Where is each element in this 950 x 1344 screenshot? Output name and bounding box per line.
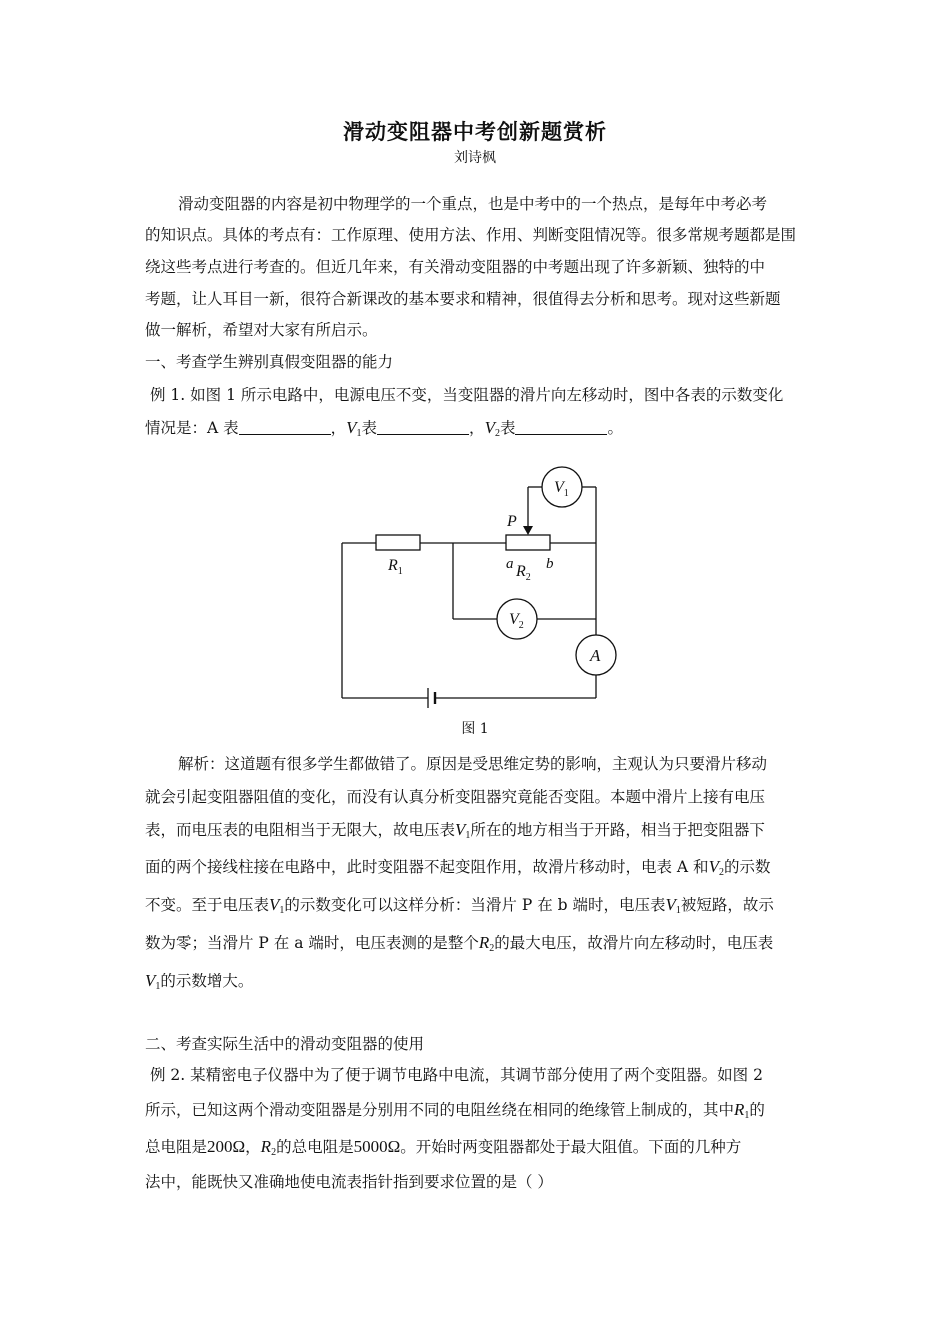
label-b: b xyxy=(546,556,554,572)
v2-table-word: 表 xyxy=(499,419,516,437)
analysis-line-6: 数为零；当滑片 P 在 a 端时，电压表测的是整个$R_2$的最大电压，故滑片向左移动时，电压表 xyxy=(145,933,774,954)
label-a: a xyxy=(506,556,514,572)
analysis-line-4: 面的两个接线柱接在电路中，此时变阻器不起变阻作用，故滑片移动时，电表 A 和$V_2$的示数 xyxy=(145,857,771,878)
intro-line-3: 绕这些考点进行考查的。但近几年来，有关滑动变阻器的中考题出现了许多新颖、独特的中 xyxy=(145,258,766,276)
answer-blank-v2 xyxy=(515,420,607,435)
resistor-r1-body xyxy=(376,535,420,550)
r2-symbol: $R_2$ xyxy=(260,1137,277,1158)
example-1-line-2 xyxy=(145,416,623,439)
intro-line-5: 做一解析，希望对大家有所启示。 xyxy=(145,321,378,339)
slider-arrow xyxy=(523,526,533,535)
example-2-line-2: 所示，已知这两个滑动变阻器是分别用不同的电阻丝绕在相同的绝缘管上制成的，其中$R_1$的 xyxy=(145,1100,765,1121)
example-1-prefix: 情况是：A 表 xyxy=(145,419,239,437)
label-v1: $V_1$ xyxy=(554,479,569,499)
example-2-line-3: 总电阻是200Ω，$R_2$的总电阻是5000Ω。开始时两变阻器都处于最大阻值。下面的几种方 xyxy=(145,1137,742,1158)
comma: ， xyxy=(469,419,485,437)
circuit-diagram-figure-1 xyxy=(330,462,630,712)
analysis-line-2: 就会引起变阻器阻值的变化，而没有认真分析变阻器究竟能否变阻。本题中滑片上接有电压 xyxy=(145,788,766,806)
intro-line-1: 滑动变阻器的内容是初中物理学的一个重点，也是中考中的一个热点，是每年中考必考 xyxy=(178,195,768,213)
example-2-line-4: 法中，能既快又准确地使电流表指针指到要求位置的是（ ） xyxy=(145,1173,553,1191)
section-2-heading: 二、考查实际生活中的滑动变阻器的使用 xyxy=(145,1035,425,1053)
value-200-ohm: 200Ω xyxy=(207,1137,246,1156)
section-1-heading: 一、考查学生辨别真假变阻器的能力 xyxy=(145,353,394,371)
author-name: 刘诗枫 xyxy=(454,150,496,166)
label-p: P xyxy=(507,513,517,530)
value-5000-ohm: 5000Ω xyxy=(353,1137,401,1156)
comma: ， xyxy=(330,419,347,437)
period: 。 xyxy=(607,419,623,437)
answer-blank-v1 xyxy=(377,420,469,435)
label-r1: $R_1$ xyxy=(388,557,403,577)
article-title: 滑动变阻器中考创新题赏析 xyxy=(343,119,607,144)
analysis-line-5: 不变。至于电压表$V_1$的示数变化可以这样分析：当滑片 P 在 b 端时，电压表$V_1$被短路，故示 xyxy=(145,895,774,916)
example-1-line-1: 例 1. 如图 1 所示电路中，电源电压不变，当变阻器的滑片向左移动时，图中各表的示数变化 xyxy=(150,386,784,404)
v1-table-word: 表 xyxy=(361,419,378,437)
analysis-line-3: 表，而电压表的电阻相当于无限大，故电压表$V_1$所在的地方相当于开路，相当于把变阻器下 xyxy=(145,820,765,841)
label-r2: $R_2$ xyxy=(516,563,531,583)
intro-line-2: 的知识点。具体的考点有：工作原理、使用方法、作用、判断变阻情况等。很多常规考题都是围 xyxy=(145,226,797,244)
label-v2: $V_2$ xyxy=(509,611,524,631)
v1-symbol: $V_1$ xyxy=(269,895,285,916)
v1-symbol: $V_1$ xyxy=(145,971,161,992)
resistor-r2-body xyxy=(506,535,550,550)
v2-symbol: $V_2$ xyxy=(484,418,500,439)
analysis-line-7: $V_1$的示数增大。 xyxy=(145,971,254,992)
v1-symbol: $V_1$ xyxy=(455,820,471,841)
v1-symbol: $V_1$ xyxy=(346,418,362,439)
example-2-line-1: 例 2. 某精密电子仪器中为了便于调节电路中电流，其调节部分使用了两个变阻器。如图 2 xyxy=(150,1066,763,1084)
answer-blank-a xyxy=(239,420,331,435)
intro-line-4: 考题，让人耳目一新，很符合新课改的基本要求和精神，很值得去分析和思考。现对这些新题 xyxy=(145,290,781,308)
analysis-line-1: 解析：这道题有很多学生都做错了。原因是受思维定势的影响，主观认为只要滑片移动 xyxy=(178,755,768,773)
v1-symbol: $V_1$ xyxy=(665,895,681,916)
label-ammeter: A xyxy=(590,646,601,665)
r2-symbol: $R_2$ xyxy=(478,933,495,954)
v2-symbol: $V_2$ xyxy=(708,857,724,878)
r1-symbol: $R_1$ xyxy=(734,1100,750,1121)
figure-1-caption: 图 1 xyxy=(461,721,489,737)
